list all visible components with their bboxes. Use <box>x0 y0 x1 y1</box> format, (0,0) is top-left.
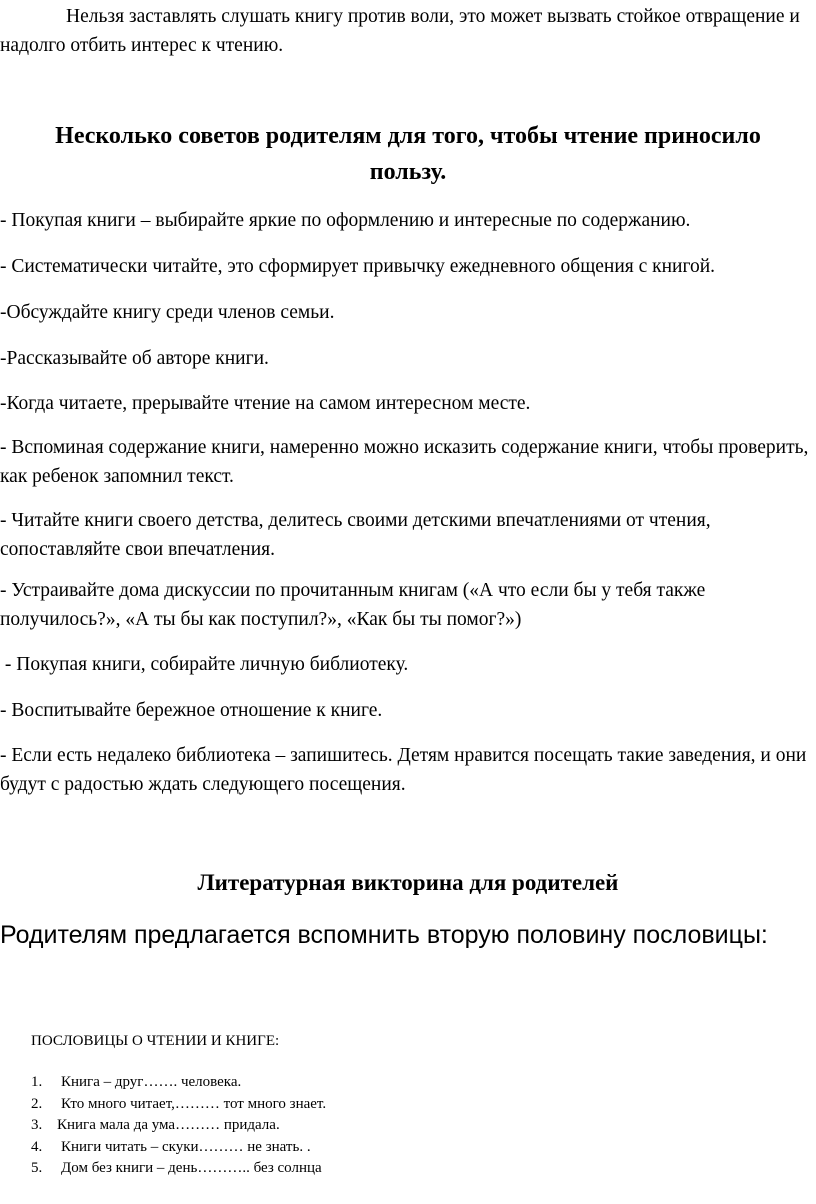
proverb-text: Книга мала да ума……… придала. <box>57 1117 280 1133</box>
proverb-text: Книги читать – скуки……… не знать. . <box>61 1138 311 1155</box>
tip-item: - Устраивайте дома дискуссии по прочитанным книгам («А что если бы у тебя также получилось?», «А ты бы как поступил?», «Как бы ты помог?») <box>0 580 706 630</box>
tip-item: - Читайте книги своего детства, делитесь своими детскими впечатлениями от чтения, сопоставляйте свои впечатления. <box>0 510 711 560</box>
tip-item: - Если есть недалеко библиотека – запишитесь. Детям нравится посещать такие заведения, и они будут с радостью ждать следующего посещения. <box>0 745 807 795</box>
proverb-number: 5. <box>31 1160 43 1176</box>
quiz-prompt: Родителям предлагается вспомнить вторую половину пословицы: <box>0 921 768 949</box>
tip-item: -Когда читаете, прерывайте чтение на самом интересном месте. <box>0 393 531 414</box>
tip-item: - Покупая книги – выбирайте яркие по оформлению и интересные по содержанию. <box>0 210 691 231</box>
proverb-number: 2. <box>31 1095 43 1112</box>
intro-paragraph: Нельзя заставлять слушать книгу против воли, это может вызвать стойкое отвращение и надолго отбить интерес к чтению. <box>0 6 800 56</box>
proverb-number: 3. <box>31 1117 43 1133</box>
proverb-item <box>31 1094 326 1116</box>
quiz-heading: Литературная викторина для родителей <box>197 870 619 895</box>
tip-item: -Обсуждайте книгу среди членов семьи. <box>0 302 335 323</box>
proverb-number: 1. <box>31 1074 43 1090</box>
proverb-item <box>31 1072 326 1094</box>
tip-item: - Систематически читайте, это сформирует привычку ежедневного общения с книгой. <box>0 256 716 277</box>
proverb-text: Кто много читает,……… тот много знает. <box>61 1095 327 1112</box>
advice-heading: Несколько советов родителям для того, чтобы чтение приносило пользу. <box>55 123 761 185</box>
proverbs-heading: ПОСЛОВИЦЫ О ЧТЕНИИ И КНИГЕ: <box>31 1033 280 1049</box>
tip-item: -Рассказывайте об авторе книги. <box>0 348 269 369</box>
tip-item: - Вспоминая содержание книги, намеренно можно исказить содержание книги, чтобы проверить, как ребенок запомнил текст. <box>0 437 809 487</box>
proverb-item <box>31 1115 326 1137</box>
proverb-number: 4. <box>31 1138 43 1155</box>
tip-item: - Покупая книги, собирайте личную библиотеку. <box>0 654 409 675</box>
proverb-item <box>31 1137 326 1159</box>
proverbs-list <box>31 1072 326 1180</box>
proverb-item <box>31 1158 326 1180</box>
proverb-text: Книга – друг……. человека. <box>61 1074 242 1090</box>
proverb-text: Дом без книги – день……….. без солнца <box>61 1160 322 1176</box>
tip-item: - Воспитывайте бережное отношение к книге. <box>0 700 383 721</box>
